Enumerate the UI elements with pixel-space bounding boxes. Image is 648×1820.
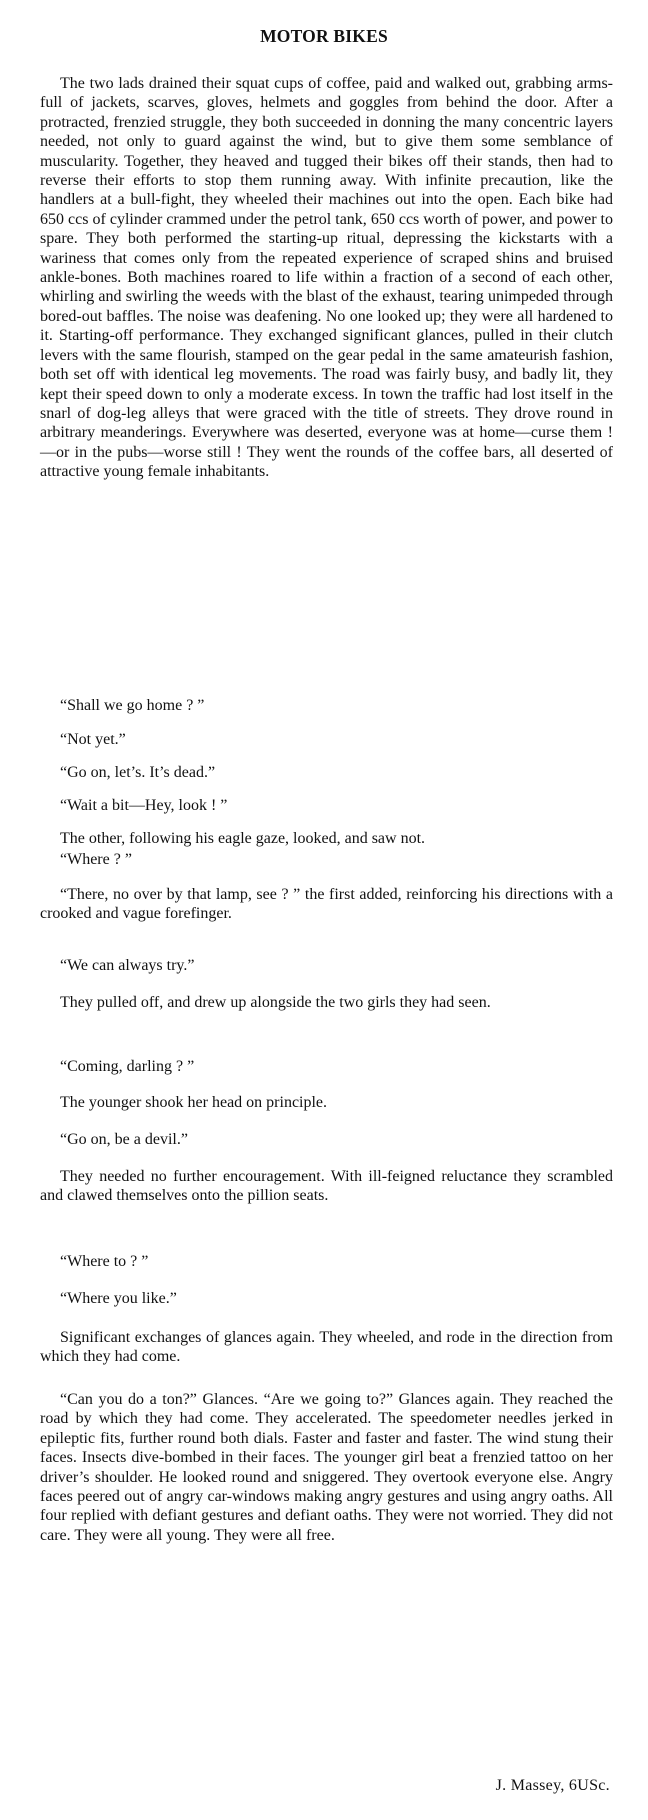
story-paragraph: They needed no further encouragement. With ill-feigned reluctance they scrambled and clawed themselves onto the pillion seats.	[40, 1168, 613, 1205]
story-paragraph: The two lads drained their squat cups of coffee, paid and walked out, grabbing arms-full of jackets, scarves, gloves, helmets and goggles from behind the door. After a protracted, frenzied struggle, they both succeeded in donning the many concentric layers needed, not only to guard against the wind, but to give them some semblance of muscularity. Together, they heaved and tugged their bikes off their stands, then had to reverse their efforts to stop them running away. With infinite precaution, like the handlers at a bull-fight, they wheeled their machines out into the open. Each bike had 650 ccs of cylinder crammed under the petrol tank, 650 ccs worth of power, and power to spare. They both performed the starting-up ritual, depressing the kickstarts with a wariness that comes only from the repeated experience of scraped shins and bruised ankle-bones. Both machines roared to life within a fraction of a second of each other, whirling and swirling the weeds with the blast of the exhaust, tearing unimpeded through bored-out baffles. The noise was deafening. No one looked up; they were all hardened to it. Starting-off performance. They exchanged significant glances, pulled in their clutch levers with the same flourish, stamped on the gear pedal in the same amateurish fashion, both set off with identical leg movements. The road was fairly busy, and badly lit, they kept their speed down to only a moderate excess. In town the traffic had lost itself in the snarl of dog-leg alleys that were graced with the title of streets. They drove round in arbitrary meanderings. Everywhere was deserted, everyone was at home—curse them !—or in the pubs—worse still ! They went the rounds of the coffee bars, all deserted of attractive young female inhabitants.	[40, 75, 613, 481]
dialogue-line: “Where ? ”	[60, 851, 132, 868]
dialogue-line: “Shall we go home ? ”	[60, 697, 205, 714]
dialogue-line: “Where you like.”	[60, 1290, 177, 1307]
story-paragraph: Significant exchanges of glances again. They wheeled, and rode in the direction from which they had come.	[40, 1329, 613, 1366]
dialogue-line: “Wait a bit—Hey, look ! ”	[60, 797, 228, 814]
dialogue-line: “Not yet.”	[60, 731, 126, 748]
page-title: MOTOR BIKES	[260, 26, 388, 46]
dialogue-line: “Coming, darling ? ”	[60, 1058, 195, 1075]
story-paragraph: The other, following his eagle gaze, looked, and saw not.	[60, 830, 426, 847]
story-paragraph: “There, no over by that lamp, see ? ” the first added, reinforcing his directions with a crooked and vague forefinger.	[40, 886, 613, 923]
author-signature: J. Massey, 6USc.	[495, 1777, 610, 1794]
dialogue-line: “We can always try.”	[60, 957, 195, 974]
story-paragraph: They pulled off, and drew up alongside the two girls they had seen.	[60, 994, 491, 1011]
story-paragraph: The younger shook her head on principle.	[60, 1094, 328, 1111]
dialogue-line: “Go on, be a devil.”	[60, 1131, 188, 1148]
dialogue-line: “Where to ? ”	[60, 1253, 149, 1270]
dialogue-line: “Go on, let’s. It’s dead.”	[60, 764, 216, 781]
story-paragraph: “Can you do a ton?” Glances. “Are we going to?” Glances again. They reached the road by which they had come. They accelerated. The speedometer needles jerked in epileptic fits, further round both dials. Faster and faster and faster. The wind stung their faces. Insects dive-bombed in their faces. The younger girl beat a frenzied tattoo on her driver’s shoulder. He looked round and sniggered. They overtook everyone else. Angry faces peered out of angry car-windows making angry gestures and using angry oaths. All four replied with defiant gestures and defiant oaths. They were not worried. They did not care. They were all young. They were all free.	[40, 1391, 613, 1544]
